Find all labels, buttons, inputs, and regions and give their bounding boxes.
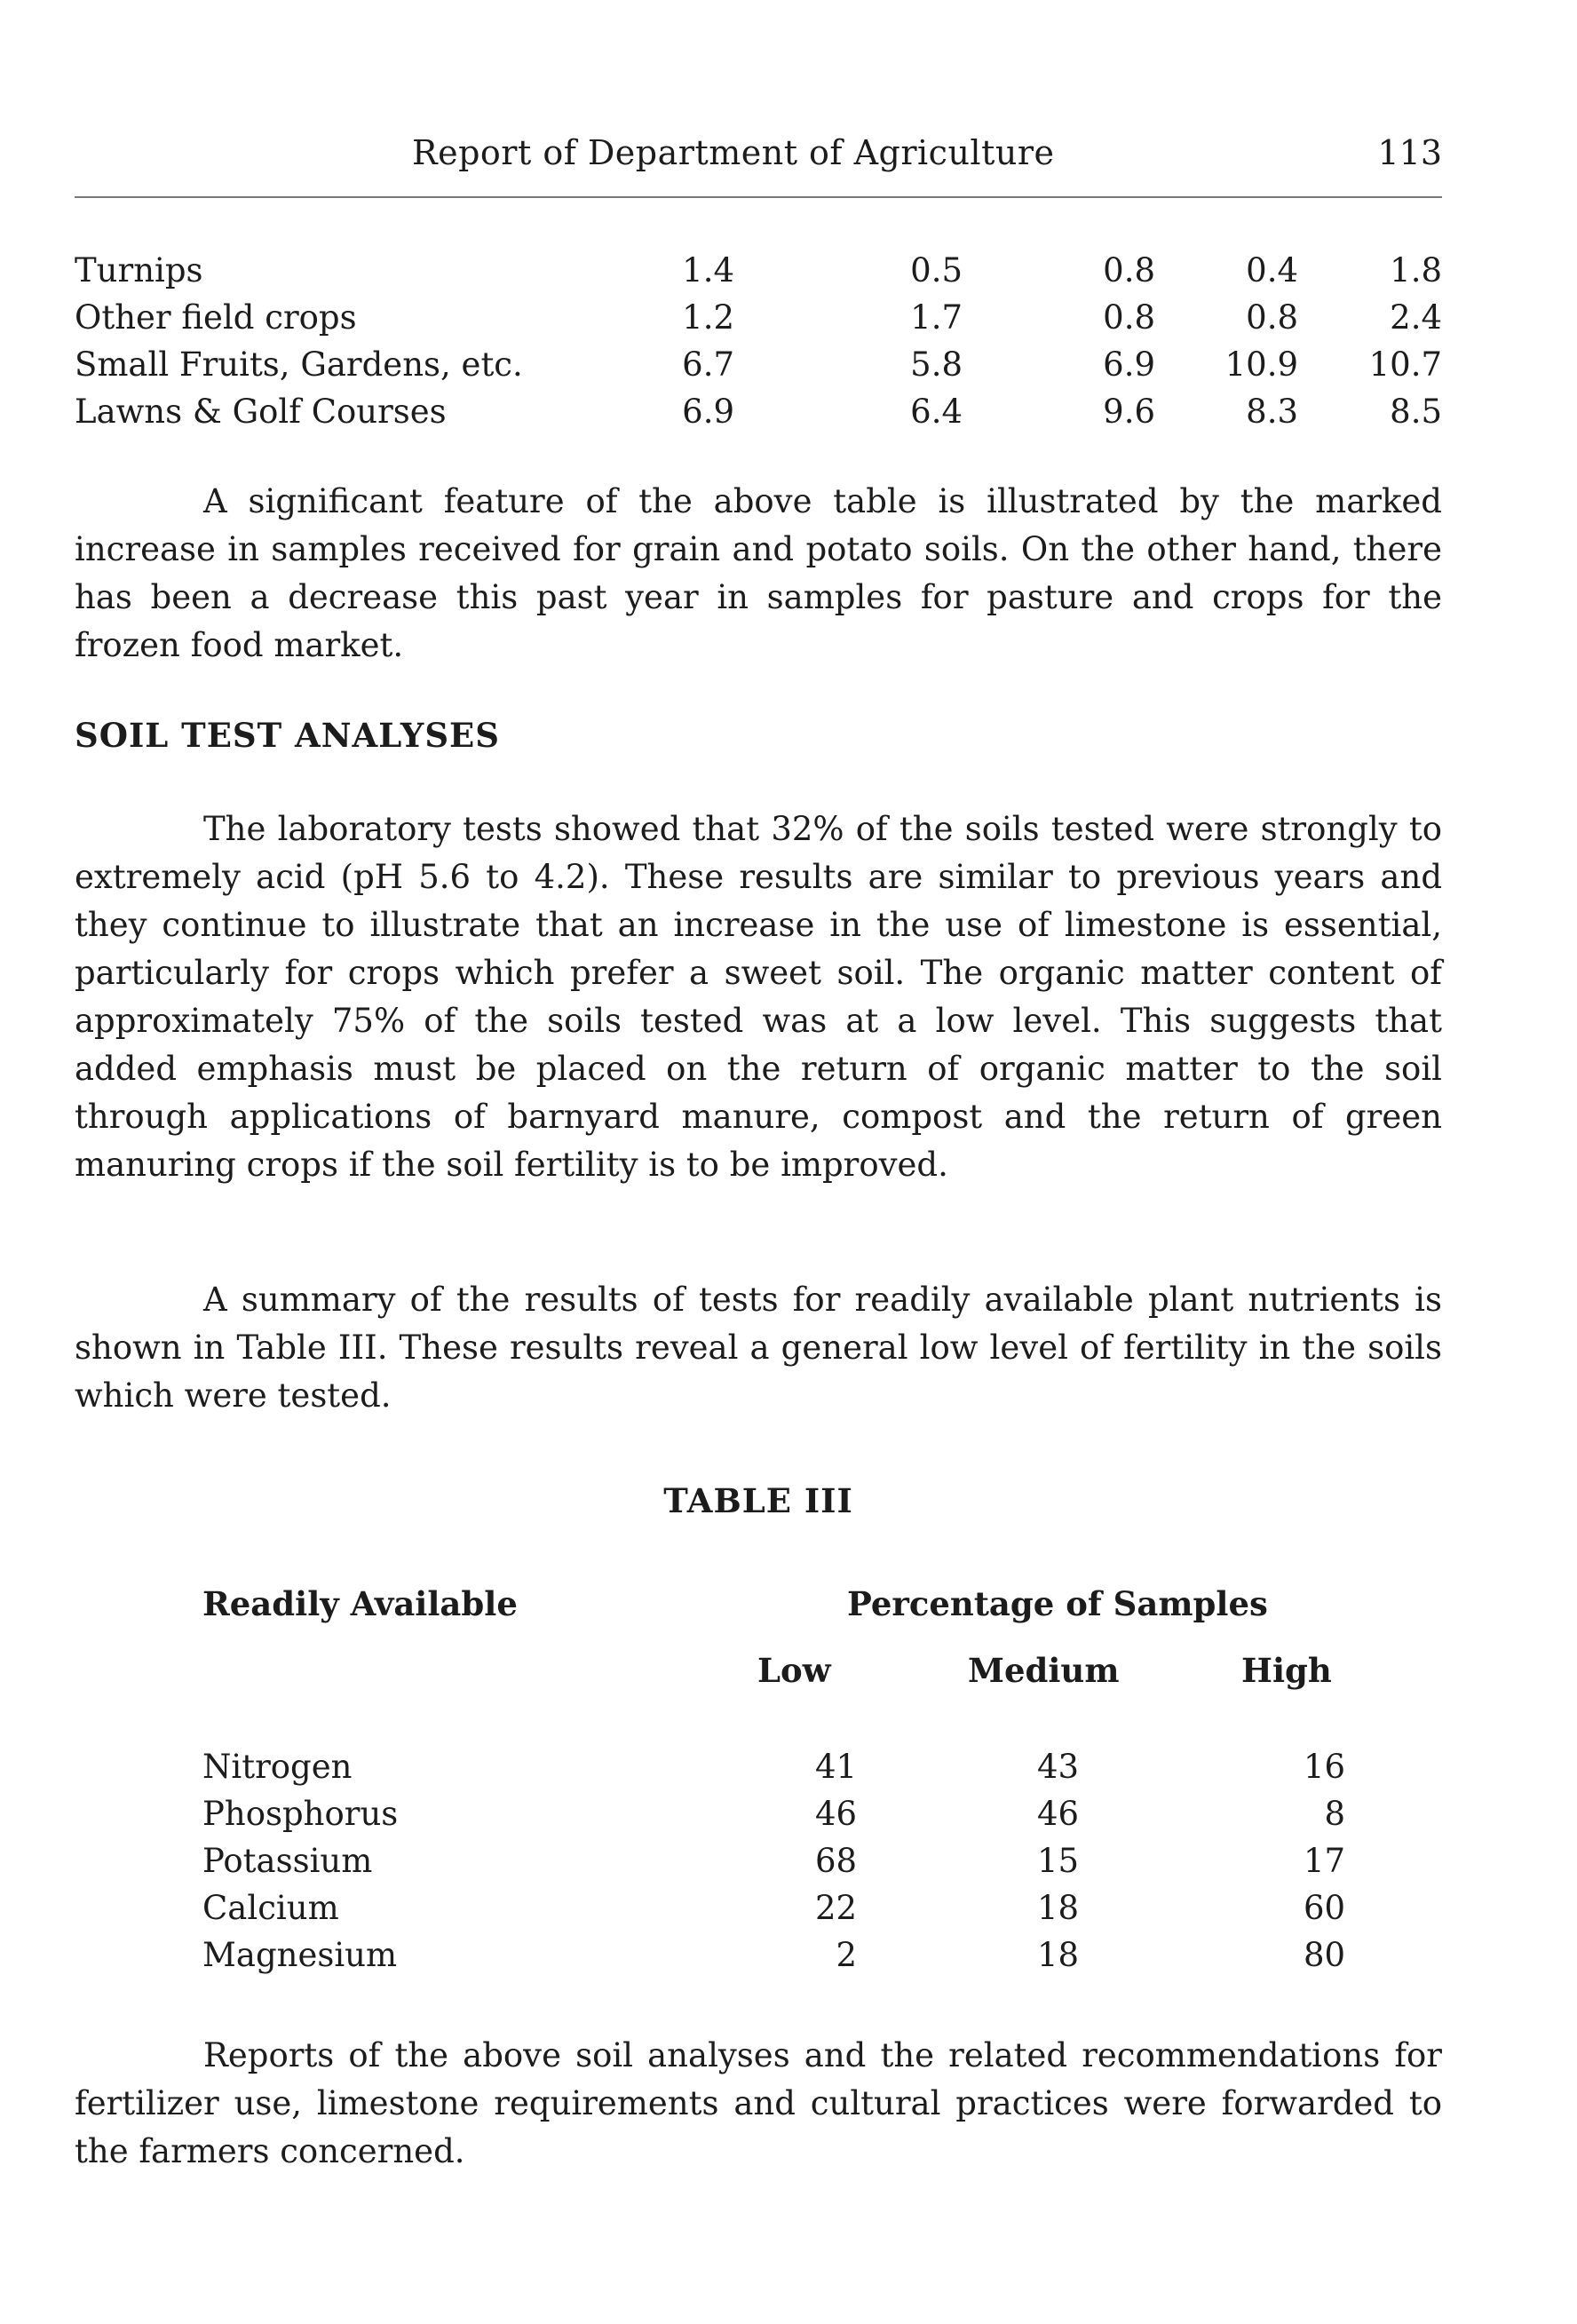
medium-value: 43 [1037, 1748, 1080, 1786]
nutrient-name: Calcium [202, 1889, 339, 1927]
low-value: 41 [815, 1748, 858, 1786]
cell-value: 0.8 [1103, 251, 1155, 290]
column-header-high: High [1241, 1651, 1332, 1690]
table-row [202, 1790, 1345, 1837]
nutrient-name: Phosphorus [202, 1795, 399, 1833]
table-title: TABLE III [663, 1481, 853, 1520]
page-number: 113 [1377, 133, 1442, 172]
table-row [75, 247, 1442, 294]
cell-value: 0.4 [1246, 251, 1298, 290]
cell-value: 0.5 [910, 251, 963, 290]
cell-value: 1.2 [682, 298, 734, 337]
high-value: 8 [1324, 1795, 1346, 1833]
continued-sample-table [75, 247, 1442, 435]
table-row [75, 388, 1442, 435]
cell-value: 9.6 [1103, 393, 1155, 431]
nutrient-name: Potassium [202, 1842, 373, 1880]
cell-value: 0.8 [1246, 298, 1298, 337]
row-label: Small Fruits, Gardens, etc. [75, 345, 523, 384]
cell-value: 2.4 [1390, 298, 1442, 337]
table-row [202, 1931, 1345, 1979]
cell-value: 1.4 [682, 251, 734, 290]
cell-value: 10.9 [1224, 345, 1298, 384]
high-value: 80 [1304, 1936, 1346, 1974]
table-row [202, 1884, 1345, 1931]
column-header-nutrient: Readily Available [202, 1584, 518, 1623]
paragraph-lab-tests: The laboratory tests showed that 32% of the soils tested were strongly to extremely acid (pH 5.6 to 4.2). These results are similar to previous years and they continue to illustrate that an increase in the use of limestone is essential, particularly for crops which prefer a sweet soil. The organic matter content of approximately 75% of the soils tested was at a low level. This suggests that added emphasis must be placed on the return of organic matter to the soil through applications of barnyard manure, compost and the return of green manuring crops if the soil fertility is to be improved. [75, 810, 1442, 1184]
high-value: 17 [1304, 1842, 1346, 1880]
paragraph-summary: A summary of the results of tests for readily available plant nutrients is shown in Table III. These results reveal a general low level of fertility in the soils which were tested. [75, 1281, 1442, 1415]
table-row [202, 1743, 1345, 1790]
low-value: 46 [815, 1795, 858, 1833]
cell-value: 8.5 [1390, 393, 1442, 431]
medium-value: 46 [1037, 1795, 1080, 1833]
table-row [75, 341, 1442, 388]
medium-value: 18 [1037, 1889, 1080, 1927]
column-header-medium: Medium [968, 1651, 1120, 1690]
cell-value: 5.8 [910, 345, 963, 384]
paragraph-table-feature: A significant feature of the above table is illustrated by the marked increase in samples received for grain and potato soils. On the other hand, there has been a decrease this past year in samples for pasture and crops for the frozen food market. [75, 482, 1442, 664]
nutrient-name: Magnesium [202, 1936, 398, 1974]
high-value: 60 [1304, 1889, 1346, 1927]
cell-value: 6.7 [682, 345, 734, 384]
cell-value: 6.9 [1103, 345, 1155, 384]
high-value: 16 [1304, 1748, 1346, 1786]
paragraph-reports: Reports of the above soil analyses and the related recommendations for fertilizer use, limestone requirements and cultural practices were forwarded to the farmers concerned. [75, 2036, 1442, 2170]
medium-value: 15 [1037, 1842, 1080, 1880]
column-group-header: Percentage of Samples [847, 1584, 1268, 1623]
cell-value: 0.8 [1103, 298, 1155, 337]
row-label: Other field crops [75, 298, 357, 337]
row-label: Turnips [75, 251, 203, 290]
cell-value: 8.3 [1246, 393, 1298, 431]
row-label: Lawns & Golf Courses [75, 393, 447, 431]
column-header-low: Low [757, 1651, 831, 1690]
nutrient-name: Nitrogen [202, 1748, 353, 1786]
cell-value: 10.7 [1368, 345, 1442, 384]
cell-value: 1.8 [1390, 251, 1442, 290]
medium-value: 18 [1037, 1936, 1080, 1974]
cell-value: 1.7 [910, 298, 963, 337]
cell-value: 6.4 [910, 393, 963, 431]
header-rule [75, 196, 1442, 198]
section-heading: SOIL TEST ANALYSES [75, 716, 500, 755]
table-row [202, 1837, 1345, 1884]
cell-value: 6.9 [682, 393, 734, 431]
nutrient-table [202, 1743, 1345, 1979]
low-value: 68 [815, 1842, 858, 1880]
low-value: 2 [836, 1936, 858, 1974]
running-title: Report of Department of Agriculture [412, 133, 1055, 172]
running-header [75, 133, 1442, 183]
table-row [75, 294, 1442, 341]
low-value: 22 [815, 1889, 858, 1927]
